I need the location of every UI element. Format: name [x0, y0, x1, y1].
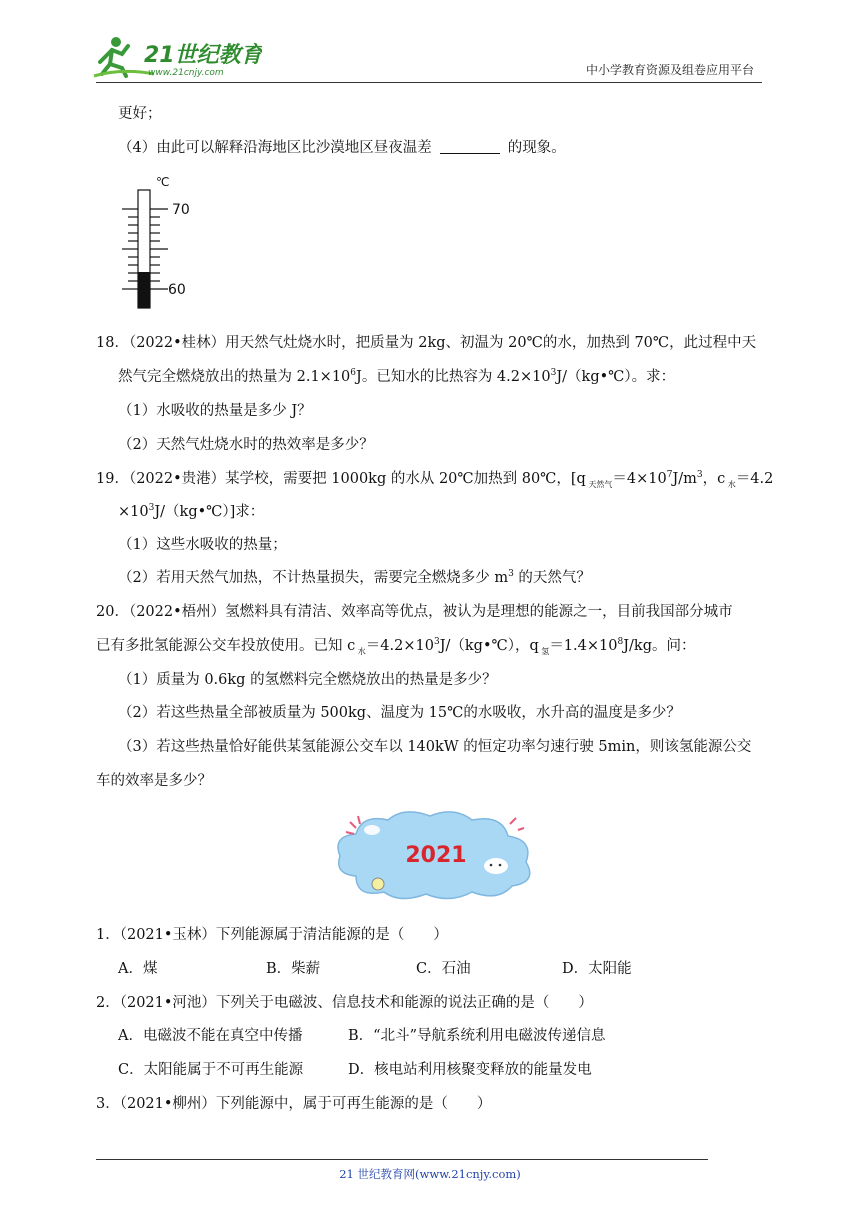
header-divider — [96, 82, 762, 83]
q20-sub3-line2: 车的效率是多少？ — [96, 773, 212, 789]
thermo-label-60: 60 — [168, 282, 186, 298]
q2-option-d: D．核电站利用核聚变释放的能量发电 — [348, 1062, 592, 1078]
section-year-title: 2021 — [405, 843, 467, 868]
thermometer-figure — [118, 172, 198, 312]
year-cloud-banner — [326, 806, 546, 906]
q18-sub1: （1）水吸收的热量是多少 J？ — [118, 403, 312, 419]
q2-option-b: B．“北斗”导航系统利用电磁波传递信息 — [348, 1028, 606, 1044]
q17-continuation: 更好； — [118, 106, 162, 122]
q3-stem: 3．（2021•柳州）下列能源中，属于可再生能源的是（ ） — [96, 1096, 492, 1112]
q20-sub3-line1: （3）若这些热量恰好能供某氢能源公交车以 140kW 的恒定功率匀速行驶 5min，则该氢能源公交 — [118, 739, 752, 755]
q19-line2: $\times 10^3J/(kg•℃)$]求： — [118, 503, 265, 520]
q1-option-b: B．柴薪 — [266, 961, 321, 977]
svg-text:www.21cnjy.com: www.21cnjy.com — [148, 68, 224, 78]
q1-option-d: D．太阳能 — [562, 961, 632, 977]
q1-option-a: A．煤 — [118, 961, 158, 977]
q18-line2: 然气完全燃烧放出的热量为 $2.1\times 10^6J$。已知水的比热容为 $4.2\times 10^3J/(kg•℃)$。求： — [118, 368, 676, 385]
q1-option-c: C．石油 — [416, 961, 471, 977]
q20-sub1: （1）质量为 0.6kg 的氢燃料完全燃烧放出的热量是多少？ — [118, 672, 497, 688]
q2-stem: 2．（2021•河池）下列关于电磁波、信息技术和能源的说法正确的是（ ） — [96, 995, 593, 1011]
q2-option-c: C．太阳能属于不可再生能源 — [118, 1062, 304, 1078]
q18-line1: 18．（2022•桂林）用天然气灶烧水时，把质量为 2kg、初温为 20℃的水，加热到 70℃，此过程中天 — [96, 335, 757, 351]
runner-logo-icon — [92, 32, 262, 80]
q2-option-a: A．电磁波不能在真空中传播 — [118, 1028, 303, 1044]
q19-sub1: （1）这些水吸收的热量； — [118, 537, 287, 553]
header-platform-text: 中小学教育资源及组卷应用平台 — [585, 63, 754, 77]
site-logo — [92, 32, 262, 80]
q19-line1: 19．（2022•贵港）某学校，需要把 1000kg 的水从 20℃加热到 80℃，[q $_{天然气}=4\times 10^7J/m^3$，c $_水$＝4.2 — [96, 470, 774, 489]
q19-sub2: （2）若用天然气加热，不计热量损失，需要完全燃烧多少 $m^3$ 的天然气？ — [118, 569, 591, 586]
q1-stem: 1．（2021•玉林）下列能源属于清洁能源的是（ ） — [96, 927, 448, 943]
answer-blank — [440, 139, 500, 154]
q18-sub2: （2）天然气灶烧水时的热效率是多少？ — [118, 437, 374, 453]
q20-line1: 20．（2022•梧州）氢燃料具有清洁、效率高等优点，被认为是理想的能源之一，目前我国部分城市 — [96, 604, 733, 620]
q20-sub2: （2）若这些热量全部被质量为 500kg、温度为 15℃的水吸收，水升高的温度是多少？ — [118, 705, 681, 721]
thermo-label-70: 70 — [172, 202, 190, 218]
footer-site: 21 世纪教育网(www.21cnjy.com) — [339, 1167, 521, 1181]
thermo-unit: ℃ — [156, 175, 170, 189]
q20-line2: 已有多批氢能源公交车投放使用。已知 c $_水=4.2\times 10^3J/(kg•℃)$，q $_氢=1.4\times 10^8J/kg$。问： — [96, 637, 696, 656]
svg-text:21世纪教育: 21世纪教育 — [144, 43, 262, 68]
q17-item4: （4）由此可以解释沿海地区比沙漠地区昼夜温差 的现象。 — [118, 140, 566, 156]
footer-divider — [96, 1159, 708, 1160]
